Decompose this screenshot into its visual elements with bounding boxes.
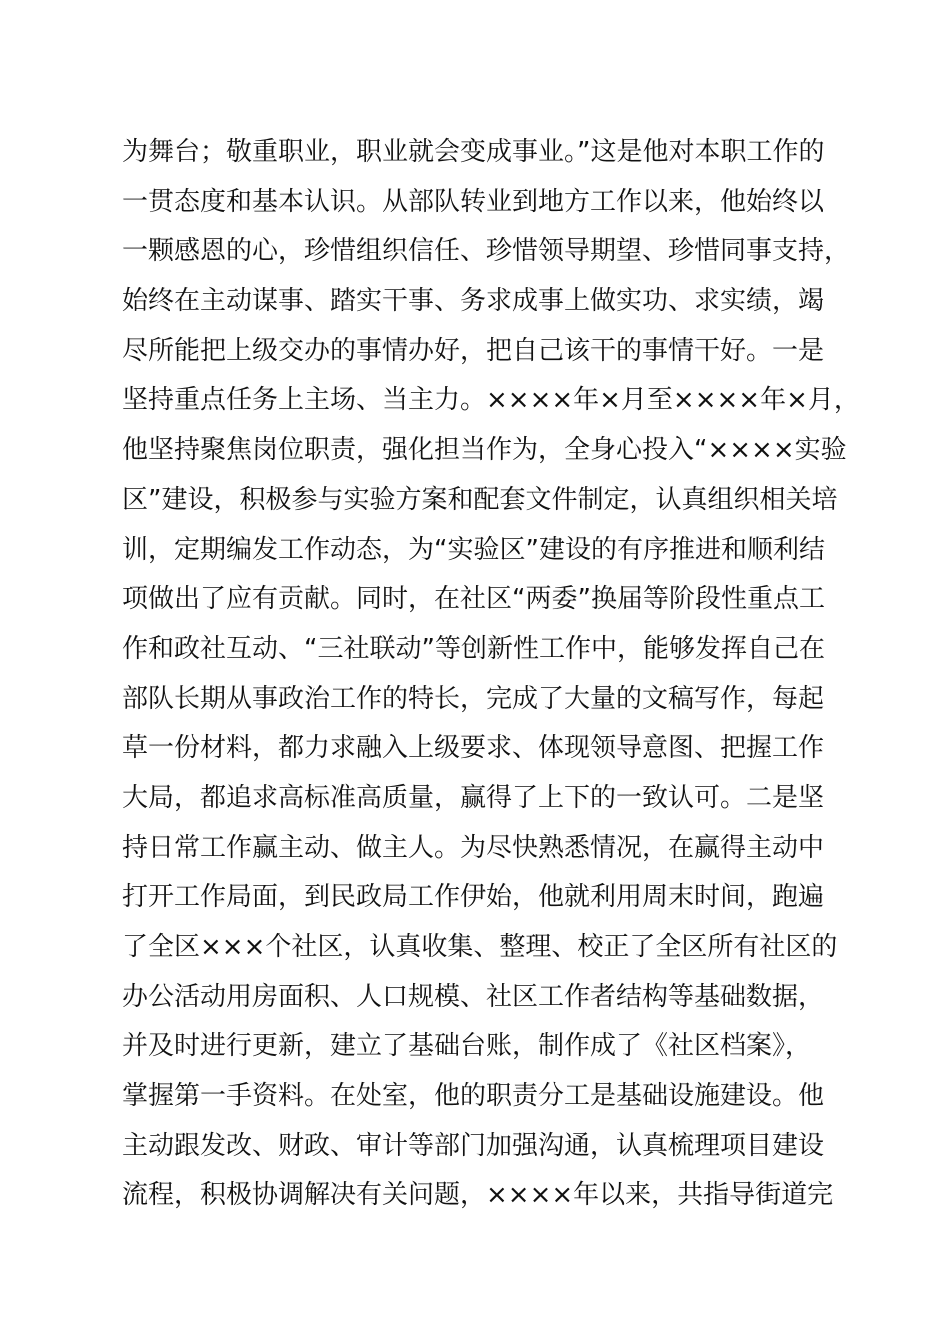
text-line-19: 并及时进行更新，建立了基础台账，制作成了《社区档案》， [122,1031,812,1062]
text-line-14: 大局，都追求高标准高质量，赢得了上下的一致认可。二是坚 [122,782,825,813]
text-line-6: 坚持重点任务上主场、当主力。××××年×月至××××年×月， [122,385,860,416]
text-line-10: 项做出了应有贡献。同时，在社区“两委”换届等阶段性重点工 [122,584,825,615]
text-line-4: 始终在主动谋事、踏实干事、务求成事上做实功、求实绩，竭 [122,286,825,317]
text-line-1: 为舞台；敬重职业，职业就会变成事业。”这是他对本职工作的 [122,137,825,167]
text-line-16: 打开工作局面，到民政局工作伊始，他就利用周末时间，跑遍 [122,882,825,913]
body-text [122,128,882,1221]
text-line-2: 一贯态度和基本认识。从部队转业到地方工作以来，他始终以 [122,186,825,217]
text-line-13: 草一份材料，都力求融入上级要求、体现领导意图、把握工作 [122,733,825,764]
text-line-22: 流程，积极协调解决有关问题，××××年以来，共指导街道完 [122,1180,834,1211]
text-line-8: 区”建设，积极参与实验方案和配套文件制定，认真组织相关培 [122,484,838,515]
text-line-3: 一颗感恩的心，珍惜组织信任、珍惜领导期望、珍惜同事支持， [122,236,851,267]
text-line-17: 了全区×××个社区，认真收集、整理、校正了全区所有社区的 [122,932,838,962]
text-line-5: 尽所能把上级交办的事情办好，把自己该干的事情干好。一是 [122,335,825,366]
text-line-20: 掌握第一手资料。在处室，他的职责分工是基础设施建设。他 [122,1081,825,1112]
text-line-11: 作和政社互动、“三社联动”等创新性工作中，能够发挥自己在 [122,633,825,664]
text-line-15: 持日常工作赢主动、做主人。为尽快熟悉情况，在赢得主动中 [122,832,825,863]
text-line-7: 他坚持聚焦岗位职责，强化担当作为，全身心投入“××××实验 [122,435,847,466]
text-line-18: 办公活动用房面积、人口规模、社区工作者结构等基础数据， [122,981,825,1012]
text-line-12: 部队长期从事政治工作的特长，完成了大量的文稿写作，每起 [122,683,825,714]
text-line-9: 训，定期编发工作动态，为“实验区”建设的有序推进和顺利结 [122,534,825,565]
text-line-21: 主动跟发改、财政、审计等部门加强沟通，认真梳理项目建设 [122,1130,825,1161]
